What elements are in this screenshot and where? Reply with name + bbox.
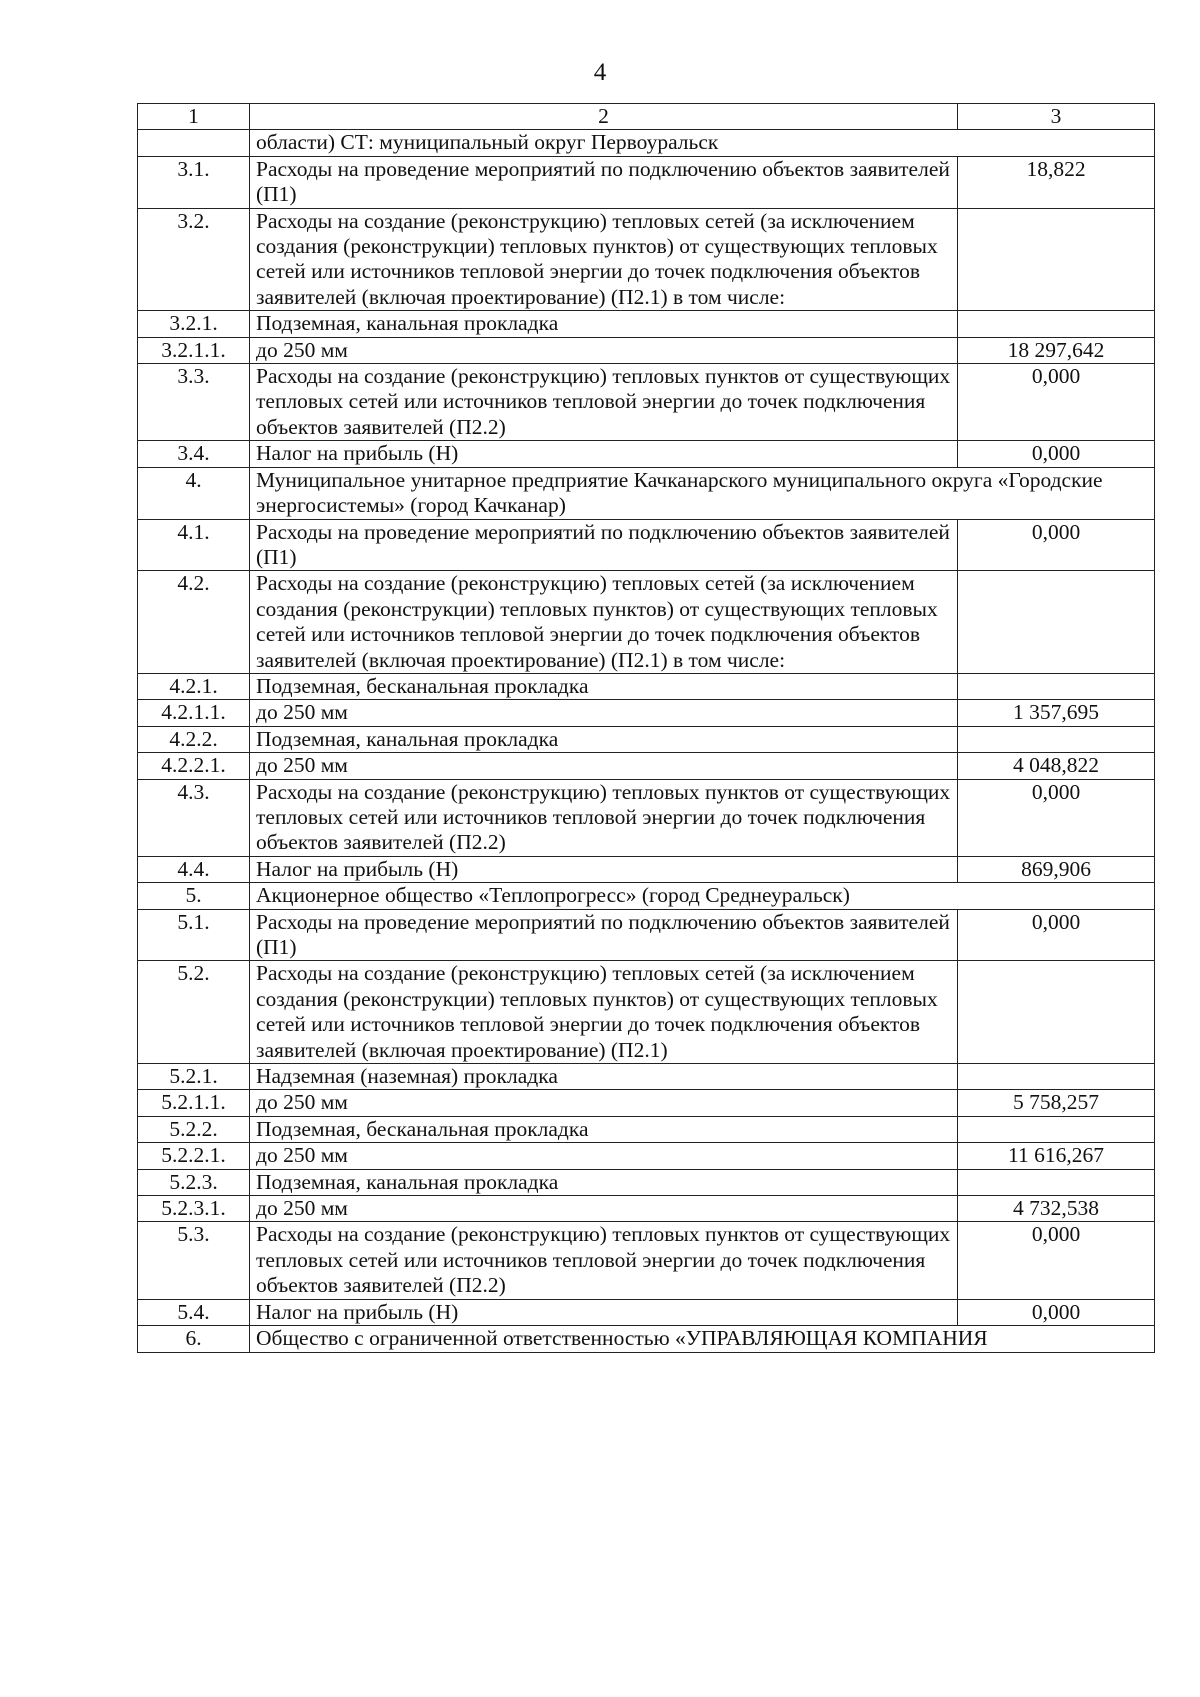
table-row bbox=[138, 519, 1155, 571]
table-row bbox=[138, 726, 1155, 752]
row-description: Расходы на создание (реконструкцию) тепловых сетей (за исключением создания (реконструкции) тепловых пунктов) от существующих тепловых сетей или источников тепловой энергии до точек подключения объектов заявителей (включая проектирование) (П2.1) в том числе: bbox=[250, 208, 958, 311]
row-number: 4.3. bbox=[138, 779, 250, 856]
row-number: 5.2.1. bbox=[138, 1064, 250, 1090]
row-value: 0,000 bbox=[958, 1299, 1155, 1325]
row-description: Расходы на создание (реконструкцию) тепловых сетей (за исключением создания (реконструкции) тепловых пунктов) от существующих тепловых сетей или источников тепловой энергии до точек подключения объектов заявителей (включая проектирование) (П2.1) в том числе: bbox=[250, 571, 958, 674]
table-row bbox=[138, 1196, 1155, 1222]
row-number: 5.2.1.1. bbox=[138, 1090, 250, 1116]
row-description: Расходы на создание (реконструкцию) тепловых сетей (за исключением создания (реконструкции) тепловых пунктов) от существующих тепловых сетей или источников тепловой энергии до точек подключения объектов заявителей (включая проектирование) (П2.1) bbox=[250, 961, 958, 1064]
row-value bbox=[958, 571, 1155, 674]
row-description: Расходы на создание (реконструкцию) тепловых пунктов от существующих тепловых сетей или источников тепловой энергии до точек подключения объектов заявителей (П2.2) bbox=[250, 779, 958, 856]
table-row bbox=[138, 753, 1155, 779]
row-value: 5 758,257 bbox=[958, 1090, 1155, 1116]
row-number: 5. bbox=[138, 883, 250, 909]
row-description: Налог на прибыль (Н) bbox=[250, 1299, 958, 1325]
row-number bbox=[138, 130, 250, 156]
table-row bbox=[138, 208, 1155, 311]
table-row bbox=[138, 1143, 1155, 1169]
row-number: 6. bbox=[138, 1326, 250, 1352]
table-row bbox=[138, 130, 1155, 156]
table-row bbox=[138, 1116, 1155, 1142]
table-row bbox=[138, 883, 1155, 909]
row-value: 18,822 bbox=[958, 156, 1155, 208]
row-value bbox=[958, 1064, 1155, 1090]
page-number: 4 bbox=[593, 59, 607, 86]
row-description: Муниципальное унитарное предприятие Качканарского муниципального округа «Городские энергосистемы» (город Качканар) bbox=[250, 467, 1155, 519]
row-description: области) СТ: муниципальный округ Первоуральск bbox=[250, 130, 1155, 156]
table-row bbox=[138, 1222, 1155, 1299]
header-col-3: 3 bbox=[958, 104, 1155, 130]
row-value bbox=[958, 311, 1155, 337]
table-row bbox=[138, 856, 1155, 882]
row-description: Расходы на проведение мероприятий по подключению объектов заявителей (П1) bbox=[250, 909, 958, 961]
row-number: 5.3. bbox=[138, 1222, 250, 1299]
row-description: до 250 мм bbox=[250, 1196, 958, 1222]
row-value: 0,000 bbox=[958, 519, 1155, 571]
row-number: 3.4. bbox=[138, 441, 250, 467]
table-row bbox=[138, 909, 1155, 961]
row-number: 3.3. bbox=[138, 364, 250, 441]
table-row bbox=[138, 1064, 1155, 1090]
row-value bbox=[958, 208, 1155, 311]
row-description: Расходы на создание (реконструкцию) тепловых пунктов от существующих тепловых сетей или источников тепловой энергии до точек подключения объектов заявителей (П2.2) bbox=[250, 364, 958, 441]
table-row bbox=[138, 571, 1155, 674]
row-value: 869,906 bbox=[958, 856, 1155, 882]
row-description: Подземная, бесканальная прокладка bbox=[250, 673, 958, 699]
row-value: 1 357,695 bbox=[958, 700, 1155, 726]
row-number: 4.4. bbox=[138, 856, 250, 882]
table-row bbox=[138, 1299, 1155, 1325]
row-value bbox=[958, 726, 1155, 752]
row-number: 3.2. bbox=[138, 208, 250, 311]
row-description: до 250 мм bbox=[250, 337, 958, 363]
row-number: 5.4. bbox=[138, 1299, 250, 1325]
row-value bbox=[958, 961, 1155, 1064]
row-number: 3.2.1. bbox=[138, 311, 250, 337]
row-description: Подземная, канальная прокладка bbox=[250, 311, 958, 337]
row-description: до 250 мм bbox=[250, 1143, 958, 1169]
table-row bbox=[138, 156, 1155, 208]
row-number: 5.2. bbox=[138, 961, 250, 1064]
row-value: 0,000 bbox=[958, 909, 1155, 961]
table-row bbox=[138, 700, 1155, 726]
row-value: 0,000 bbox=[958, 1222, 1155, 1299]
row-description: до 250 мм bbox=[250, 700, 958, 726]
row-number: 5.2.2.1. bbox=[138, 1143, 250, 1169]
row-description: Подземная, бесканальная прокладка bbox=[250, 1116, 958, 1142]
header-col-1: 1 bbox=[138, 104, 250, 130]
row-description: Подземная, канальная прокладка bbox=[250, 726, 958, 752]
row-number: 4.2.2.1. bbox=[138, 753, 250, 779]
header-row bbox=[138, 104, 1155, 130]
table-row bbox=[138, 779, 1155, 856]
row-description: Акционерное общество «Теплопрогресс» (город Среднеуральск) bbox=[250, 883, 1155, 909]
row-number: 5.2.2. bbox=[138, 1116, 250, 1142]
row-description: Расходы на проведение мероприятий по подключению объектов заявителей (П1) bbox=[250, 156, 958, 208]
row-number: 4.2.1.1. bbox=[138, 700, 250, 726]
tariff-table bbox=[137, 103, 1155, 1353]
row-number: 5.2.3. bbox=[138, 1169, 250, 1195]
row-description: Налог на прибыль (Н) bbox=[250, 441, 958, 467]
row-description: до 250 мм bbox=[250, 1090, 958, 1116]
row-value: 18 297,642 bbox=[958, 337, 1155, 363]
row-number: 4.2.1. bbox=[138, 673, 250, 699]
row-number: 3.1. bbox=[138, 156, 250, 208]
row-description: Налог на прибыль (Н) bbox=[250, 856, 958, 882]
row-description: Расходы на проведение мероприятий по подключению объектов заявителей (П1) bbox=[250, 519, 958, 571]
row-value bbox=[958, 1116, 1155, 1142]
table-row bbox=[138, 1169, 1155, 1195]
table-row bbox=[138, 337, 1155, 363]
table-body bbox=[138, 104, 1155, 1353]
row-description: Расходы на создание (реконструкцию) тепловых пунктов от существующих тепловых сетей или источников тепловой энергии до точек подключения объектов заявителей (П2.2) bbox=[250, 1222, 958, 1299]
row-number: 4.2. bbox=[138, 571, 250, 674]
row-value: 4 732,538 bbox=[958, 1196, 1155, 1222]
row-description: Надземная (наземная) прокладка bbox=[250, 1064, 958, 1090]
row-number: 5.1. bbox=[138, 909, 250, 961]
row-value: 0,000 bbox=[958, 779, 1155, 856]
table-row bbox=[138, 467, 1155, 519]
table-row bbox=[138, 961, 1155, 1064]
row-number: 4.2.2. bbox=[138, 726, 250, 752]
row-value: 4 048,822 bbox=[958, 753, 1155, 779]
table-row bbox=[138, 364, 1155, 441]
row-description: Подземная, канальная прокладка bbox=[250, 1169, 958, 1195]
row-number: 5.2.3.1. bbox=[138, 1196, 250, 1222]
table-row bbox=[138, 1090, 1155, 1116]
table-row bbox=[138, 673, 1155, 699]
row-value: 0,000 bbox=[958, 364, 1155, 441]
row-value bbox=[958, 1169, 1155, 1195]
row-value: 11 616,267 bbox=[958, 1143, 1155, 1169]
row-value: 0,000 bbox=[958, 441, 1155, 467]
table-row bbox=[138, 441, 1155, 467]
table-row bbox=[138, 1326, 1155, 1352]
header-col-2: 2 bbox=[250, 104, 958, 130]
row-number: 3.2.1.1. bbox=[138, 337, 250, 363]
row-description: Общество с ограниченной ответственностью «УПРАВЛЯЮЩАЯ КОМПАНИЯ bbox=[250, 1326, 1155, 1352]
row-number: 4.1. bbox=[138, 519, 250, 571]
row-number: 4. bbox=[138, 467, 250, 519]
row-description: до 250 мм bbox=[250, 753, 958, 779]
row-value bbox=[958, 673, 1155, 699]
table-row bbox=[138, 311, 1155, 337]
